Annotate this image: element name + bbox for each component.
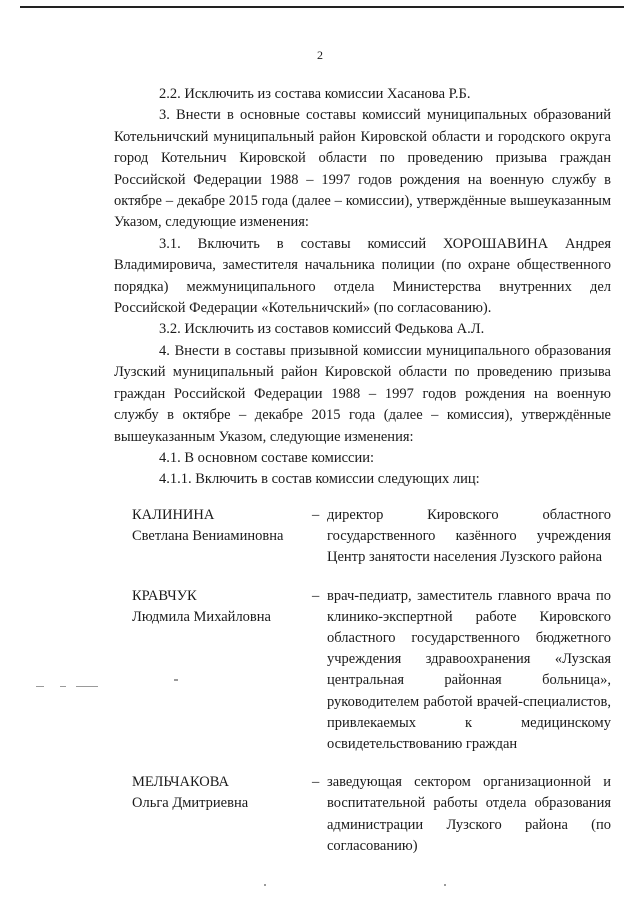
member-name [132,772,312,857]
paragraph-4: 4. Внести в составы призывной комиссии муниципального образования Лузский муниципальный район Кировской области по проведению призыва граждан Российской Федерации 1988 – 1997 годов рождения на военную службу в октябре – декабре 2015 года (далее – комиссия), утверждённые вышеуказанным Указом, следующие изменения: [114,342,611,445]
member-surname: КАЛИНИНА [132,507,215,523]
member-given-names: Людмила Михайловна [132,608,271,625]
scan-artifact [60,686,66,687]
page-number: 2 [317,48,323,62]
scan-artifact [174,679,178,681]
member-given-names: Ольга Дмитриевна [132,795,249,812]
member-surname: КРАВЧУК [132,587,197,604]
member-name [132,505,312,569]
scan-artifact [264,884,266,886]
paragraph-4-1: 4.1. В основном составе комиссии: [159,449,375,466]
member-name [132,586,312,756]
member-dash: – [312,587,320,604]
paragraph-4-1-1: 4.1.1. Включить в состав комиссии следующих лиц: [159,471,480,488]
member-surname: МЕЛЬЧАКОВА [132,774,230,791]
paragraph-3: 3. Внести в основные составы комиссий муниципальных образований Котельничский муниципальный район Кировской области и городского округа город Котельнич Кировской области по проведению призыва граждан Российской Федерации 1988 – 1997 годов рождения на военную службу в октябре – декабре 2015 года (далее – комиссии), утверждённые вышеуказанным Указом, следующие изменения: [114,107,611,231]
scan-artifact [76,686,98,687]
member-dash: – [312,507,320,523]
member-dash: – [312,774,320,791]
paragraph-2-2: 2.2. Исключить из состава комиссии Хасанова Р.Б. [159,86,471,102]
member-list [132,505,611,874]
member-entry [132,772,611,857]
member-role: врач-педиатр, заместитель главного врача по клинико-экспертной работе Кировского областного государственного бюджетного учреждения здравоохранения «Лузская центральная районная больница», руководителем работой врачей-специалистов, привлекаемых к медицинскому освидетельствованию граждан [327,587,611,753]
member-role: заведующая сектором организационной и воспитательной работы отдела образования администрации Лузского района (по согласованию) [327,774,611,854]
paragraph-3-1: 3.1. Включить в составы комиссий ХОРОШАВИНА Андрея Владимировича, заместителя начальника полиции (по охране общественного порядка) межмуниципального отдела Министерства внутренних дел Российской Федерации «Котельничский» (по согласованию). [114,235,611,317]
member-entry [132,586,611,756]
document-body [114,84,611,491]
member-entry [132,505,611,569]
member-role: директор Кировского областного государственного казённого учреждения Центр занятости населения Лузского района [327,507,611,566]
member-given-names: Светлана Вениаминовна [132,528,284,545]
top-border-line [20,6,624,8]
paragraph-3-2: 3.2. Исключить из составов комиссий Федькова А.Л. [159,321,485,338]
scan-artifact [444,884,446,886]
scan-artifact [36,686,44,687]
